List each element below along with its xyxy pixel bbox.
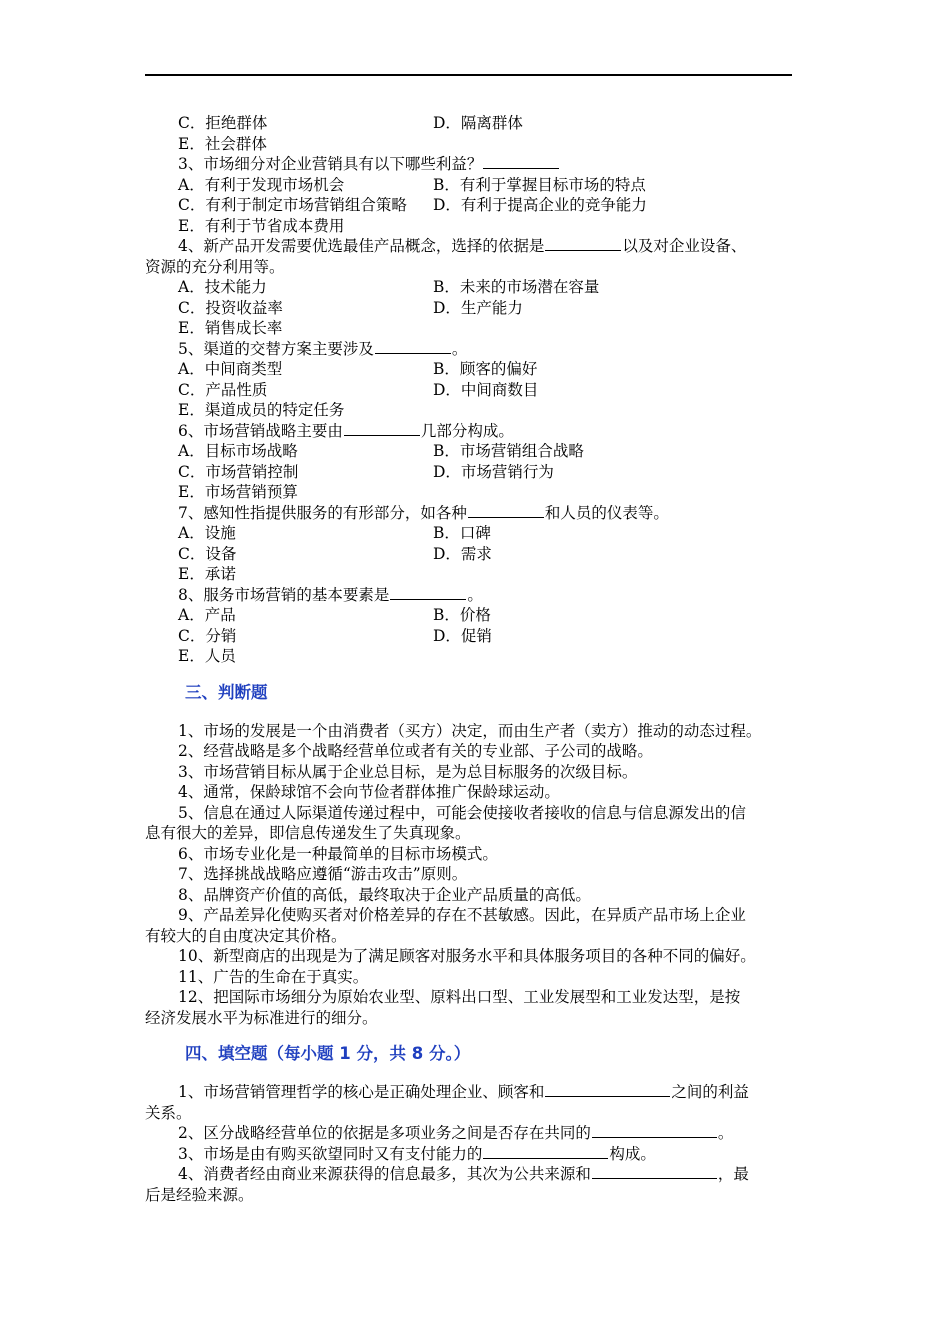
- judge-item: 9、产品差异化使购买者对价格差异的存在不甚敏感。因此，在异质产品市场上企业: [178, 906, 746, 924]
- option-a: A．设施: [178, 524, 236, 542]
- option-c: C．拒绝群体: [178, 114, 268, 132]
- answer-blank: [375, 339, 451, 354]
- spacer: [145, 667, 805, 681]
- question-stem: 3、市场细分对企业营销具有以下哪些利益？: [145, 154, 805, 175]
- spacer: [145, 705, 805, 721]
- option-a: A．中间商类型: [178, 360, 283, 378]
- option-c: C．产品性质: [178, 380, 268, 399]
- option-c: C．市场营销控制: [178, 462, 299, 481]
- answer-blank: [468, 503, 544, 518]
- fill-item-cont: 关系。: [145, 1103, 192, 1122]
- option-row: [145, 216, 805, 237]
- option-row: [145, 482, 805, 503]
- option-e: E．渠道成员的特定任务: [178, 401, 345, 419]
- section-heading-fill: 四、填空题（每小题 1 分，共 8 分。）: [185, 1044, 471, 1063]
- judge-item: 2、经营战略是多个战略经营单位或者有关的专业部、子公司的战略。: [178, 742, 653, 760]
- option-e: E．人员: [178, 647, 236, 665]
- option-row: [145, 626, 805, 647]
- spacer: [145, 1066, 805, 1082]
- option-row: [145, 380, 805, 401]
- question-stem-cont: 资源的充分利用等。: [145, 257, 285, 276]
- option-b: B．顾客的偏好: [433, 360, 538, 378]
- option-e: E．承诺: [178, 565, 236, 583]
- question-stem: 7、感知性指提供服务的有形部分，如各种 和人员的仪表等。: [178, 503, 669, 522]
- option-b: B．价格: [433, 606, 491, 624]
- option-a: A．有利于发现市场机会: [178, 175, 345, 194]
- judge-item: 6、市场专业化是一种最简单的目标市场模式。: [178, 844, 498, 863]
- option-c: C．投资收益率: [178, 298, 283, 317]
- answer-blank: [592, 1123, 717, 1138]
- option-b: B．市场营销组合战略: [433, 442, 584, 460]
- option-a: A．技术能力: [178, 278, 267, 296]
- spacer: [145, 1028, 805, 1042]
- question-stem: 8、服务市场营销的基本要素是 。: [178, 585, 483, 604]
- option-e: E．有利于节省成本费用: [178, 216, 345, 235]
- option-row: [145, 359, 805, 380]
- judge-item-cont: 有较大的自由度决定其价格。: [145, 926, 347, 945]
- judge-item: 7、选择挑战战略应遵循“游击攻击”原则。: [178, 865, 468, 883]
- option-row: [145, 277, 805, 298]
- fill-item: 3、市场是由有购买欲望同时又有支付能力的 构成。: [178, 1144, 656, 1163]
- option-c: C．分销: [178, 626, 237, 645]
- judge-item: 4、通常，保龄球馆不会向节俭者群体推广保龄球运动。: [178, 783, 560, 801]
- option-a: A．目标市场战略: [178, 442, 298, 460]
- option-row: [145, 605, 805, 626]
- option-row: [145, 113, 805, 134]
- option-row: [145, 318, 805, 339]
- judge-item-cont: 经济发展水平为标准进行的细分。: [145, 1008, 378, 1027]
- answer-blank: [545, 1082, 670, 1097]
- option-d: D．隔离群体: [433, 114, 523, 132]
- judge-item: 11、广告的生命在于真实。: [178, 967, 369, 986]
- judge-item: 3、市场营销目标从属于企业总目标，是为总目标服务的次级目标。: [178, 762, 638, 781]
- option-b: B．未来的市场潜在容量: [433, 278, 600, 296]
- option-a: A．产品: [178, 606, 236, 624]
- option-row: [145, 462, 805, 483]
- option-d: D．中间商数目: [433, 380, 539, 399]
- option-c: C．设备: [178, 544, 237, 563]
- option-b: B．有利于掌握目标市场的特点: [433, 175, 646, 194]
- fill-item: 1、市场营销管理哲学的核心是正确处理企业、顾客和 之间的利益: [178, 1083, 749, 1101]
- answer-blank: [344, 421, 420, 436]
- option-row: [145, 400, 805, 421]
- option-d: D．促销: [433, 626, 492, 645]
- question-stem: 5、渠道的交替方案主要涉及 。: [178, 339, 468, 358]
- option-row: [145, 298, 805, 319]
- option-row: [145, 441, 805, 462]
- judge-item: 12、把国际市场细分为原始农业型、原料出口型、工业发展型和工业发达型，是按: [178, 988, 741, 1006]
- document-body: [145, 113, 805, 1205]
- answer-blank: [592, 1164, 717, 1179]
- question-stem: 6、市场营销战略主要由 几部分构成。: [178, 421, 514, 440]
- answer-blank: [483, 154, 559, 169]
- fill-item: 4、消费者经由商业来源获得的信息最多，其次为公共来源和 ，最: [178, 1165, 749, 1183]
- answer-blank: [390, 585, 466, 600]
- judge-item-cont: 息有很大的差异，即信息传递发生了失真现象。: [145, 824, 471, 842]
- option-d: D．有利于提高企业的竞争能力: [433, 196, 647, 214]
- option-row: [145, 544, 805, 565]
- option-e: E．销售成长率: [178, 319, 283, 337]
- judge-item: 8、品牌资产价值的高低，最终取决于企业产品质量的高低。: [178, 885, 591, 904]
- question-stem: 4、新产品开发需要优选最佳产品概念，选择的依据是 以及对企业设备、: [178, 237, 747, 255]
- fill-item: 2、区分战略经营单位的依据是多项业务之间是否存在共同的 。: [178, 1124, 734, 1142]
- option-d: D．需求: [433, 544, 492, 563]
- option-e: E．市场营销预算: [178, 483, 298, 501]
- option-row: [145, 523, 805, 544]
- fill-item-cont: 后是经验来源。: [145, 1185, 254, 1204]
- answer-blank: [545, 236, 621, 251]
- option-d: D．市场营销行为: [433, 462, 554, 481]
- option-b: B．口碑: [433, 524, 491, 542]
- option-c: C．有利于制定市场营销组合策略: [178, 196, 407, 214]
- option-row: [145, 646, 805, 667]
- option-d: D．生产能力: [433, 298, 523, 317]
- judge-item: 1、市场的发展是一个由消费者（买方）决定，而由生产者（卖方）推动的动态过程。: [178, 721, 762, 740]
- option-row: [145, 134, 805, 155]
- option-row: [145, 564, 805, 585]
- judge-item: 10、新型商店的出现是为了满足顾客对服务水平和具体服务项目的各种不同的偏好。: [178, 947, 756, 965]
- option-row: [145, 175, 805, 196]
- option-row: [145, 195, 805, 216]
- judge-item: 5、信息在通过人际渠道传递过程中，可能会使接收者接收的信息与信息源发出的信: [178, 803, 746, 822]
- section-heading-judge: 三、判断题: [185, 682, 268, 702]
- header-rule: [145, 74, 792, 76]
- option-e: E．社会群体: [178, 134, 267, 153]
- answer-blank: [483, 1144, 608, 1159]
